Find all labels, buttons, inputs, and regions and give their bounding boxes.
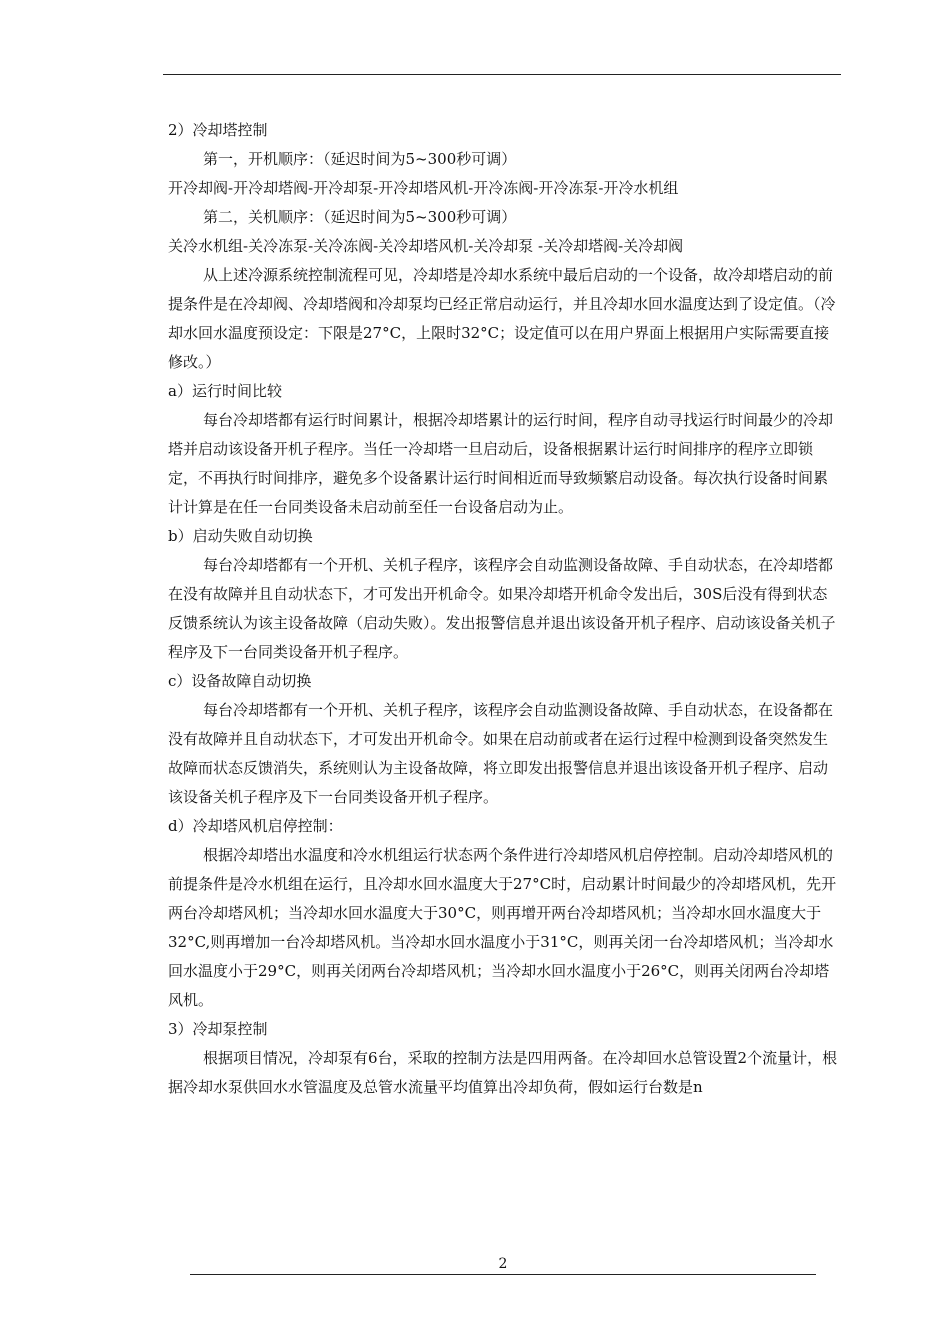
subheading-device-fault: c）设备故障自动切换: [168, 672, 312, 690]
section-heading-cooling-pump: 3）冷却泵控制: [168, 1020, 268, 1038]
document-body: [168, 116, 840, 1102]
paragraph-runtime-compare: 每台冷却塔都有运行时间累计，根据冷却塔累计的运行时间，程序自动寻找运行时间最少的冷却塔并启动该设备开机子程序。当任一冷却塔一旦启动后，设备根据累计运行时间排序的程序立即锁定，不再执行时间排序，避免多个设备累计运行时间相近而导致频繁启动设备。每次执行设备时间累计计算是在任一台同类设备未启动前至任一台设备启动为止。: [168, 411, 834, 516]
paragraph-fan-control: 根据冷却塔出水温度和冷水机组运行状态两个条件进行冷却塔风机启停控制。启动冷却塔风机的前提条件是冷水机组在运行，且冷却水回水温度大于27°C时，启动累计时间最少的冷却塔风机，先开两台冷却塔风机；当冷却水回水温度大于30°C，则再增开两台冷却塔风机；当冷却水回水温度大于32°C,则再增加一台冷却塔风机。当冷却水回水温度小于31°C，则再关闭一台冷却塔风机；当冷却水回水温度小于29°C，则再关闭两台冷却塔风机；当冷却水回水温度小于26°C，则再关闭两台冷却塔风机。: [168, 846, 837, 1009]
paragraph-startup-condition: 从上述冷源系统控制流程可见，冷却塔是冷却水系统中最后启动的一个设备，故冷却塔启动的前提条件是在冷却阀、冷却塔阀和冷却泵均已经正常启动运行，并且冷却水回水温度达到了设定值。（冷却水回水温度预设定：下限是27°C，上限时32°C；设定值可以在用户界面上根据用户实际需要直接修改。）: [168, 266, 836, 371]
shutdown-order-sequence: 关冷水机组-关冷冻泵-关冷冻阀-关冷却塔风机-关冷却泵 -关冷却塔阀-关冷却阀: [168, 237, 684, 255]
footer-rule: [190, 1274, 816, 1275]
shutdown-order-title: 第二，关机顺序：（延迟时间为5~300秒可调）: [203, 208, 517, 226]
startup-order-sequence: 开冷却阀-开冷却塔阀-开冷却泵-开冷却塔风机-开冷冻阀-开冷冻泵-开冷水机组: [168, 179, 679, 197]
startup-order-title: 第一，开机顺序：（延迟时间为5~300秒可调）: [203, 150, 517, 168]
paragraph-start-failure: 每台冷却塔都有一个开机、关机子程序，该程序会自动监测设备故障、手自动状态，在冷却塔都在没有故障并且自动状态下，才可发出开机命令。如果冷却塔开机命令发出后，30S后没有得到状态反馈系统认为该主设备故障（启动失败）。发出报警信息并退出该设备开机子程序、启动该设备关机子程序及下一台同类设备开机子程序。: [168, 556, 836, 661]
subheading-runtime-compare: a）运行时间比较: [168, 382, 282, 400]
page-number: 2: [498, 1256, 508, 1272]
subheading-fan-control: d）冷却塔风机启停控制：: [168, 817, 343, 835]
page-footer: [190, 1258, 816, 1278]
subheading-start-failure: b）启动失败自动切换: [168, 527, 313, 545]
header-rule: [163, 74, 841, 75]
section-heading-cooling-tower: 2）冷却塔控制: [168, 121, 268, 139]
paragraph-device-fault: 每台冷却塔都有一个开机、关机子程序，该程序会自动监测设备故障、手自动状态，在设备都在没有故障并且自动状态下，才可发出开机命令。如果在启动前或者在运行过程中检测到设备突然发生故障而状态反馈消失，系统则认为主设备故障，将立即发出报警信息并退出该设备开机子程序、启动该设备关机子程序及下一台同类设备开机子程序。: [168, 701, 834, 806]
paragraph-cooling-pump: 根据项目情况，冷却泵有6台，采取的控制方法是四用两备。在冷却回水总管设置2个流量计，根据冷却水泵供回水水管温度及总管水流量平均值算出冷却负荷，假如运行台数是n: [168, 1049, 838, 1096]
